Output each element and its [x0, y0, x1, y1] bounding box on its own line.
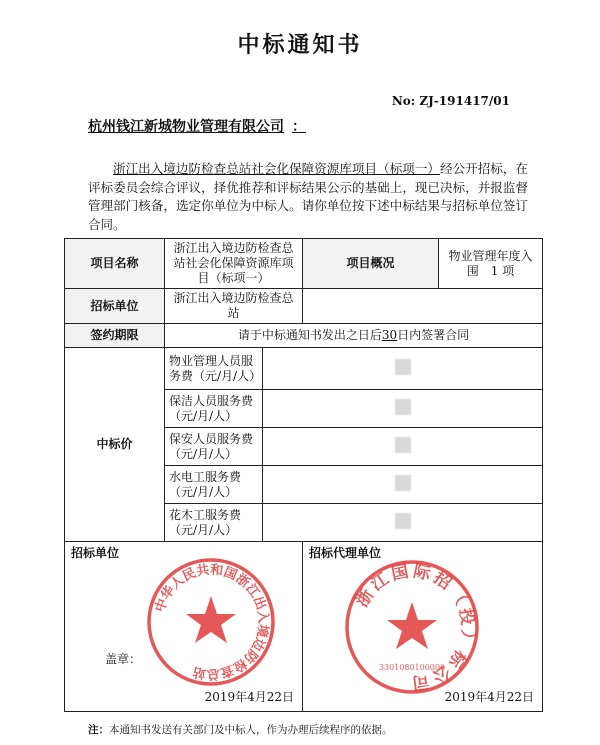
recipient-name: 杭州钱江新城物业管理有限公司: [88, 119, 284, 135]
redacted-value: [395, 399, 411, 415]
price-value-redacted: [263, 348, 543, 390]
price-value-redacted: [263, 504, 543, 542]
agency-sign-label: 招标代理单位: [309, 546, 382, 560]
footnote: [88, 722, 393, 737]
tenderer-value: 浙江出入境边防检查总站: [165, 289, 303, 324]
table-row: [65, 348, 543, 390]
agency-sign-cell: [303, 542, 543, 712]
document-number: No: ZJ-191417/01: [391, 94, 510, 108]
notice-body: [88, 160, 528, 234]
redacted-value: [395, 513, 411, 529]
project-overview-value: 物业管理年度入围 1 项: [439, 239, 543, 289]
sign-period-value: [165, 324, 543, 348]
price-item: 保洁人员服务费（元/月/人）: [165, 390, 263, 428]
table-row: [65, 542, 543, 712]
sign-period-days: 30: [381, 328, 398, 342]
price-value-redacted: [263, 466, 543, 504]
tenderer-blank: [303, 289, 543, 324]
project-overview-label: 项目概况: [303, 239, 439, 289]
sign-period-after: 日内签署合同: [397, 328, 470, 342]
agency-seal: [343, 558, 481, 696]
tenderer-seal-text: 中华人民共和国浙江出入境边防检查总站: [152, 562, 271, 682]
award-table: [64, 238, 543, 712]
price-item: 物业管理人员服务费（元/月/人）: [165, 348, 263, 390]
date-right: 2019年4月22日: [444, 690, 535, 704]
date-left: 2019年4月22日: [204, 690, 295, 704]
price-item: 水电工服务费（元/月/人）: [165, 466, 263, 504]
footnote-text: 本通知书发送有关部门及中标人，作为办理后续程序的依据。: [109, 724, 393, 736]
price-item: 花木工服务费（元/月/人）: [165, 504, 263, 542]
bid-price-label: 中标价: [65, 348, 165, 542]
stamp-label-left: 盖章：: [105, 652, 142, 666]
tenderer-seal: [145, 556, 277, 688]
project-name-value: 浙江出入境边防检查总站社会化保障资源库项目（标项一）: [165, 239, 303, 289]
price-value-redacted: [263, 428, 543, 466]
redacted-value: [395, 475, 411, 491]
page-title: 中标通知书: [237, 32, 363, 58]
tenderer-label: 招标单位: [65, 289, 165, 324]
footnote-prefix: 注：: [88, 724, 109, 736]
tenderer-sign-label: 招标单位: [71, 546, 120, 560]
price-value-redacted: [263, 390, 543, 428]
agency-seal-number: 3301080100000: [378, 663, 446, 672]
table-row: [65, 239, 543, 289]
tenderer-sign-cell: [65, 542, 303, 712]
price-item: 保安人员服务费（元/月/人）: [165, 428, 263, 466]
sign-period-label: 签约期限: [65, 324, 165, 348]
redacted-value: [395, 437, 411, 453]
project-name-inline: 浙江出入境边防检查总站社会化保障资源库项目（标项一）: [113, 161, 441, 176]
sign-period-before: 请于中标通知书发出之日后: [237, 328, 382, 342]
notice-text: 经公开招标，在评标委员会综合评议，择优推荐和评标结果公示的基础上，现已决标，并报监督管理部门核备，选定你单位为中标人。请你单位按下述中标结果与招标单位签订合同。: [88, 161, 528, 232]
recipient-line: [88, 116, 306, 136]
agency-seal-text: 浙江国际招（投）标公司: [352, 561, 478, 693]
table-row: [65, 289, 543, 324]
project-name-label: 项目名称: [65, 239, 165, 289]
table-row: [65, 324, 543, 348]
recipient-colon: ：: [292, 119, 306, 135]
redacted-value: [395, 359, 411, 375]
